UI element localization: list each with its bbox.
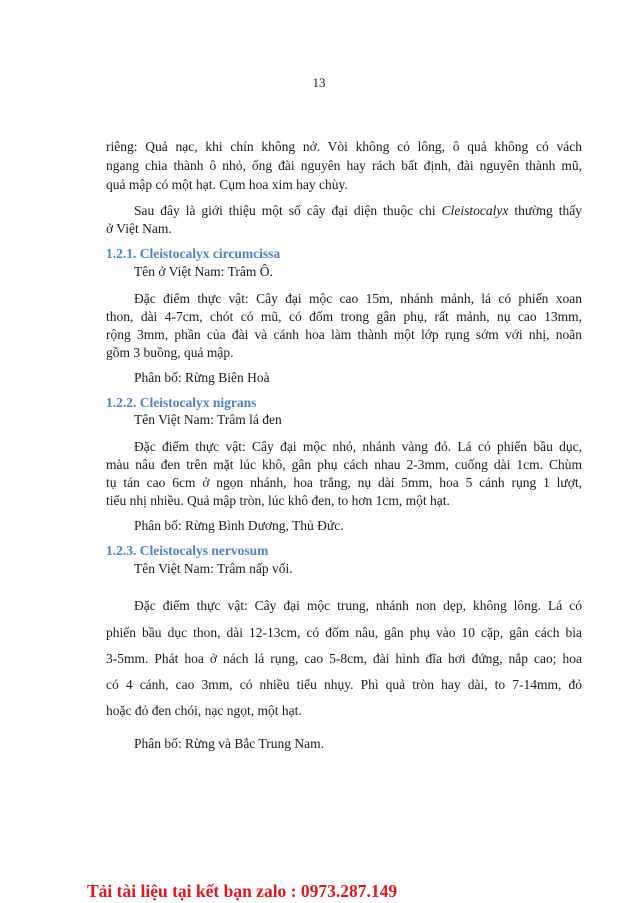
lead-text: Sau đây là giới thiệu một số cây đại diện thuộc chi	[134, 203, 442, 218]
vietnamese-name: Tên Việt Nam: Trâm nấp vối.	[134, 561, 293, 576]
vietnamese-name: Tên Việt Nam: Trâm lá đen	[134, 412, 282, 427]
description-line: có 4 cánh, cao 3mm, có nhiều tiểu nhụy. Phì quả tròn hay dài, to 7-14mm, đỏ	[106, 677, 582, 692]
section-heading: 1.2.3. Cleistocalys nervosum	[106, 543, 269, 558]
intro-line: ngang chia thành ô nhỏ, ống đài nguyên hay rách bất định, đài nguyên thành mũ,	[106, 158, 582, 173]
lead-line	[134, 202, 582, 220]
description-line: 3-5mm. Phát hoa ở nách lá rụng, cao 5-8cm, đài hình đĩa hơi đứng, nắp cao; hoa	[106, 651, 582, 666]
lead-text: thường thấy	[508, 203, 583, 218]
description-line: tiểu nhị nhiều. Quả mập tròn, lúc khô đen, to hơn 1cm, một hạt.	[106, 493, 450, 508]
description-line: thon, dài 4-7cm, chót có mũ, có đốm trong gân phụ, rất mảnh, nụ cao 13mm,	[106, 309, 582, 324]
footer-contact: Tải tài liệu tại kết bạn zalo : 0973.287.149	[87, 881, 398, 901]
intro-line: riêng: Quả nạc, khi chín không nở. Vòi không có lông, ô quả không có vách	[106, 139, 582, 154]
lead-line: ở Việt Nam.	[106, 221, 172, 236]
description-line: Đặc điểm thực vật: Cây đại mộc trung, nhánh non dẹp, không lông. Lá có	[134, 598, 582, 613]
description-line: màu nâu đen trên mặt lúc khô, gân phụ cách nhau 2-3mm, cuống dài 1cm. Chùm	[106, 457, 582, 472]
section-heading: 1.2.1. Cleistocalyx circumcissa	[106, 246, 281, 261]
genus-name: Cleistocalyx	[441, 203, 509, 218]
distribution: Phân bố: Rừng Bình Dương, Thủ Đức.	[134, 518, 344, 533]
description-line: hoặc đỏ đen chói, nạc ngọt, một hạt.	[106, 703, 302, 718]
vietnamese-name: Tên ở Việt Nam: Trâm Ô.	[134, 264, 273, 279]
description-line: gồm 3 buồng, quả mập.	[106, 345, 234, 360]
description-line: Đặc điểm thực vật: Cây đại mộc nhỏ, nhánh vàng đỏ. Lá có phiến bầu dục,	[134, 439, 582, 454]
description-line: tụ tán cao 6cm ở ngọn nhánh, hoa trắng, nụ dài 5mm, hoa 5 cánh rụng 1 lượt,	[106, 475, 582, 490]
page-number: 13	[312, 75, 326, 90]
distribution: Phân bố: Rừng Biên Hoà	[134, 370, 270, 385]
description-line: Đặc điểm thực vật: Cây đại mộc cao 15m, nhánh mảnh, lá có phiến xoan	[134, 291, 582, 306]
section-heading: 1.2.2. Cleistocalyx nigrans	[106, 395, 257, 410]
description-line: rộng 3mm, phần của đài và cánh hoa làm thành một lớp rụng sớm với nhị, noãn	[106, 327, 582, 342]
intro-line: quả mập có một hạt. Cụm hoa xim hay chùy.	[106, 177, 348, 192]
description-line: phiến bầu dục thon, dài 12-13cm, có đốm nâu, gân phụ vào 10 cặp, gân cách bìa	[106, 625, 582, 640]
distribution: Phân bố: Rừng và Bắc Trung Nam.	[134, 736, 324, 751]
